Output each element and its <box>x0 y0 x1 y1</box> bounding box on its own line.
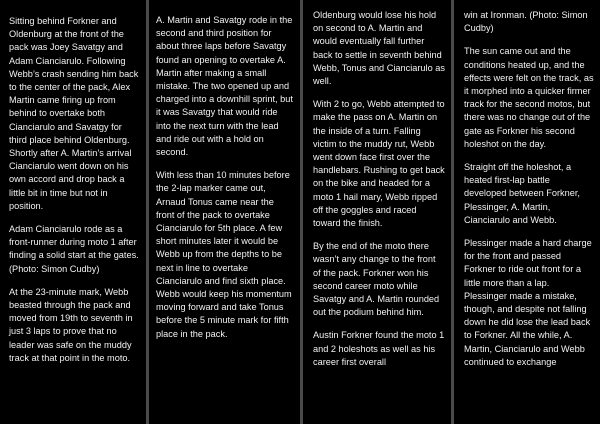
paragraph: With 2 to go, Webb attempted to make the pass on A. Martin on the inside of a turn. Falling victim to the muddy rut, Webb went down face first over the handlebars. Rushing to get back on the bike and headed for a moto 1 hail mary, Webb ripped off the goggles and raced toward the finish. <box>313 99 445 229</box>
photo-caption: Austin Forkner found the moto 1 and 2 holeshots as well as his career first overall <box>313 330 445 367</box>
paragraph: The sun came out and the conditions heated up, and the effects were felt on the track, as it morphed into a quicker firmer track for the second motos, but there was no change out of the gate as Forkner his second holeshot on the day. <box>464 46 594 149</box>
text-column-4 <box>454 0 600 424</box>
paragraph: Straight off the holeshot, a heated first-lap battle developed between Forkner, Plessinger, A. Martin, Cianciarulo and Webb. <box>464 162 580 225</box>
paragraph: By the end of the moto there wasn’t any change to the front of the pack. Forkner won his second career moto while Savatgy and A. Martin rounded out the podium behind him. <box>313 241 440 318</box>
paragraph: Sitting behind Forkner and Oldenburg at the front of the pack was Joey Savatgy and Adam Cianciarulo. Following Webb’s crash sending him back to the center of the pack, Alex Martin came firing up from behind to overtake both Cianciarulo and Savatgy for third place behind Oldenburg. Shortly after A. Martin’s arrival Cianciarulo went down on his own accord and drop back a little bit in time but not in position. <box>9 16 139 211</box>
text-column-3 <box>303 0 451 424</box>
paragraph: Oldenburg would lose his hold on second to A. Martin and would eventually fall further back to settle in seventh behind Webb, Tonus and Cianciarulo as well. <box>313 10 445 87</box>
paragraph: At the 23-minute mark, Webb beasted through the pack and moved from 19th to seventh in just 3 laps to prove that no leader was safe on the muddy track at that point in the moto. <box>9 286 133 363</box>
text-column-1 <box>0 0 146 424</box>
text-column-2 <box>149 0 300 424</box>
paragraph: With less than 10 minutes before the 2-lap marker came out, Arnaud Tonus came near the front of the pack to overtake Cianciarulo for 5th place. A few short minutes later it would be Webb up from the depths to be next in line to overtake Cianciarulo and find sixth place. Webb would keep his momentum moving forward and take Tonus before the 5 minute mark for fifth place in the pack. <box>156 170 292 339</box>
photo-caption: Adam Cianciarulo rode as a front-runner during moto 1 after finding a solid start at the gates. (Photo: Simon Cudby) <box>9 224 139 274</box>
paragraph: A. Martin and Savatgy rode in the second and third position for about three laps before Savatgy found an opening to overtake A. Martin after making a small mistake. The two opened up and charged into a downhill sprint, but it was Savatgy that would ride into the next turn with the lead and ride out with a hold on second. <box>156 15 293 158</box>
paragraph: Plessinger made a hard charge for the front and passed Forkner to ride out front for a little more than a lap. Plessinger made a mistake, though, and despite not falling down he did lose the lead back to Forkner. All the while, A. Martin, Cianciarulo and Webb continued to exchange <box>464 238 592 367</box>
photo-caption: win at Ironman. (Photo: Simon Cudby) <box>464 10 588 34</box>
